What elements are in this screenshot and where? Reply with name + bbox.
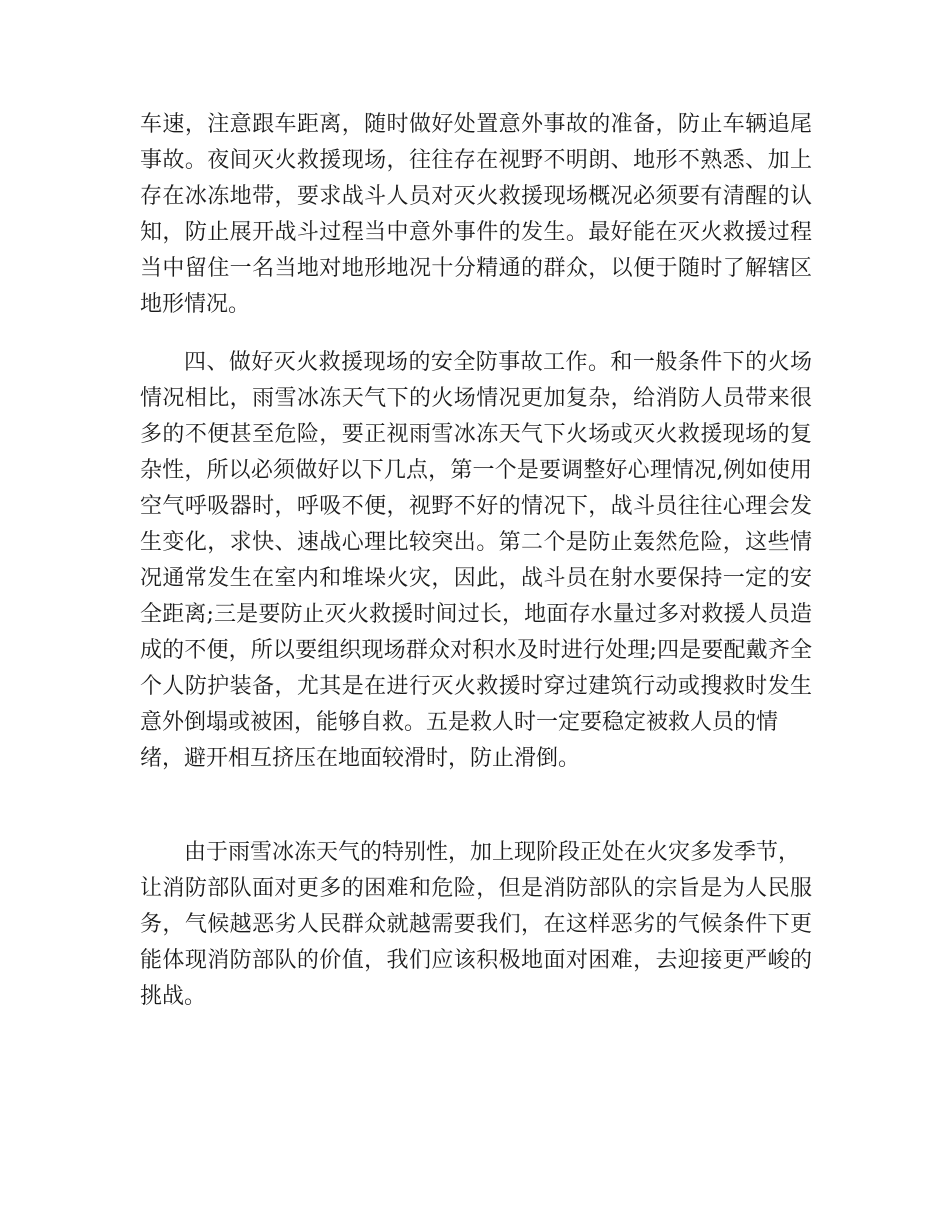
text-line: 事故。夜间灭火救援现场，往往存在视野不明朗、地形不熟悉、加上 — [140, 148, 812, 173]
text-line: 让消防部队面对更多的困难和危险，但是消防部队的宗旨是为人民服 — [140, 876, 812, 901]
text-line: 当中留住一名当地对地形地况十分精通的群众，以便于随时了解辖区 — [140, 256, 812, 281]
text-line: 空气呼吸器时，呼吸不便，视野不好的情况下，战斗员往往心理会发 — [140, 494, 812, 519]
paragraph-2 — [140, 345, 812, 777]
text-line: 务，气候越恶劣人民群众就越需要我们，在这样恶劣的气候条件下更 — [140, 912, 812, 937]
paragraph-3 — [140, 835, 812, 1015]
text-line: 意外倒塌或被困，能够自救。五是救人时一定要稳定被救人员的情 — [140, 710, 779, 735]
text-line: 能体现消防部队的价值，我们应该积极地面对困难，去迎接更严峻的 — [140, 948, 812, 973]
text-line: 生变化，求快、速战心理比较突出。第二个是防止轰然危险，这些情 — [140, 530, 812, 555]
text-line: 情况相比，雨雪冰冻天气下的火场情况更加复杂，给消防人员带来很 — [140, 386, 812, 411]
text-line: 个人防护装备，尤其是在进行灭火救援时穿过建筑行动或搜救时发生 — [140, 674, 812, 699]
text-line: 存在冰冻地带，要求战斗人员对灭火救援现场概况必须要有清醒的认 — [140, 184, 812, 209]
text-line: 成的不便，所以要组织现场群众对积水及时进行处理;四是要配戴齐全 — [140, 638, 812, 663]
text-line: 况通常发生在室内和堆垛火灾，因此，战斗员在射水要保持一定的安 — [140, 566, 812, 591]
text-line: 挑战。 — [140, 984, 207, 1009]
text-line: 杂性，所以必须做好以下几点，第一个是要调整好心理情况,例如使用 — [140, 458, 812, 483]
text-line: 全距离;三是要防止灭火救援时间过长，地面存水量过多对救援人员造 — [140, 602, 812, 627]
text-line: 车速，注意跟车距离，随时做好处置意外事故的准备，防止车辆追尾 — [140, 112, 812, 137]
text-line: 地形情况。 — [140, 292, 251, 317]
text-line: 多的不便甚至危险，要正视雨雪冰冻天气下火场或灭火救援现场的复 — [140, 422, 812, 447]
text-line: 绪，避开相互挤压在地面较滑时，防止滑倒。 — [140, 746, 581, 771]
text-line: 由于雨雪冰冻天气的特别性，加上现阶段正处在火灾多发季节， — [184, 840, 801, 865]
text-line: 知，防止展开战斗过程当中意外事件的发生。最好能在灭火救援过程 — [140, 220, 812, 245]
text-line: 四、做好灭火救援现场的安全防事故工作。和一般条件下的火场 — [184, 350, 812, 375]
paragraph-1 — [140, 107, 812, 323]
